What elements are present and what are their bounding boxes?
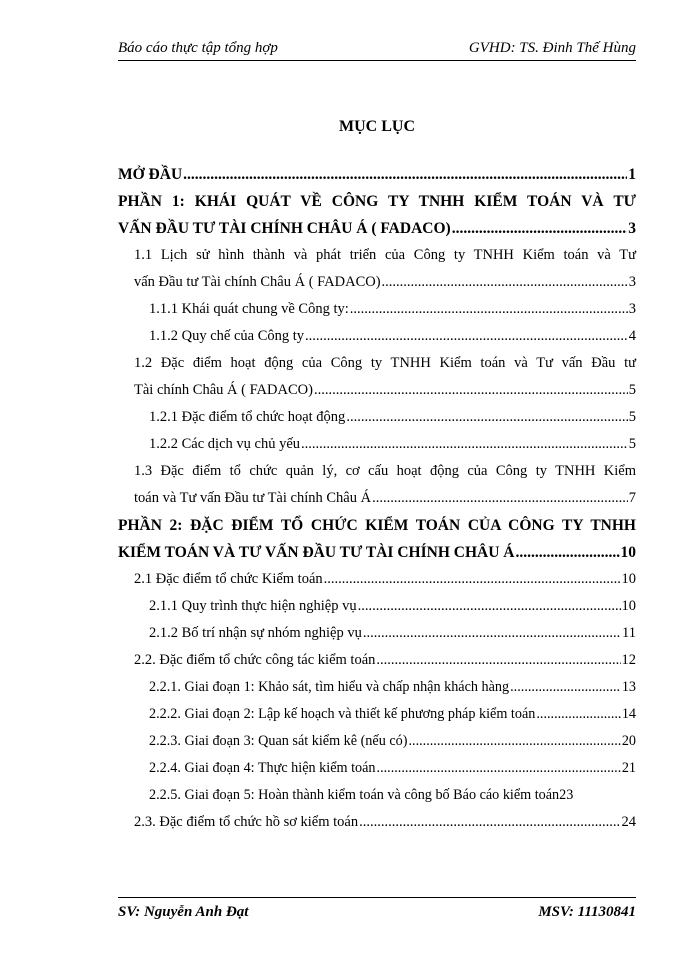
toc-entry-2-1-2[interactable]: 2.1.2 Bố trí nhận sự nhóm nghiệp vụ ..... 11 (118, 620, 636, 647)
toc-entry-2-2-2[interactable]: 2.2.2. Giai đoạn 2: Lập kế hoạch và thiết kế phương pháp kiểm toán ..... 14 (118, 701, 636, 728)
toc-entry-1-1-2[interactable]: 1.1.2 Quy chế của Công ty ..... 4 (118, 323, 636, 350)
toc-entry-mo-dau[interactable]: MỞ ĐẦU ..... 1 (118, 161, 636, 188)
toc-page-number: 4 (628, 328, 636, 344)
toc-entry-1-2-1[interactable]: 1.2.1 Đặc điểm tổ chức hoạt động ..... 5 (118, 404, 636, 431)
toc-entry-2-2[interactable]: 2.2. Đặc điểm tổ chức công tác kiểm toán ..... 12 (118, 647, 636, 674)
toc-page-number: 3 (628, 301, 636, 317)
footer-student-name: SV: Nguyễn Anh Đạt (118, 904, 249, 920)
table-of-contents (118, 161, 636, 836)
toc-entry-phan-2[interactable]: PHẦN 2: ĐẶC ĐIỂM TỔ CHỨC KIỂM TOÁN CỦA CÔNG TY TNHH KIỂM TOÁN VÀ TƯ VẤN ĐẦU TƯ TÀI CHÍNH CHÂU Á ..... 10 (118, 512, 636, 566)
toc-entry-2-2-5[interactable]: 2.2.5. Giai đoạn 5: Hoàn thành kiểm toán và công bố Báo cáo kiểm toán 23 (118, 782, 636, 809)
toc-page-number: 11 (622, 625, 636, 641)
toc-page-number: 5 (628, 436, 636, 452)
toc-entry-1-1[interactable]: 1.1 Lịch sử hình thành và phát triển của Công ty TNHH Kiểm toán và Tư vấn Đầu tư Tài chính Châu Á ( FADACO) ..... 3 (118, 242, 636, 296)
toc-entry-2-3[interactable]: 2.3. Đặc điểm tổ chức hồ sơ kiểm toán ..... 24 (118, 809, 636, 836)
toc-title: MỤC LỤC (339, 118, 415, 135)
toc-page-number: 20 (621, 733, 636, 749)
header-supervisor: GVHD: TS. Đinh Thế Hùng (468, 40, 636, 56)
toc-page-number: 5 (628, 382, 636, 398)
toc-entry-2-2-1[interactable]: 2.2.1. Giai đoạn 1: Khảo sát, tìm hiểu và chấp nhận khách hàng ..... 13 (118, 674, 636, 701)
toc-page-number: 13 (621, 679, 636, 695)
toc-entry-1-3[interactable]: 1.3 Đặc điểm tổ chức quản lý, cơ cấu hoạt động của Công ty TNHH Kiểm toán và Tư vấn Đầu tư Tài chính Châu Á ..... 7 (118, 458, 636, 512)
toc-entry-2-1-1[interactable]: 2.1.1 Quy trình thực hiện nghiệp vụ ..... 10 (118, 593, 636, 620)
toc-entry-1-1-1[interactable]: 1.1.1 Khái quát chung về Công ty: ..... 3 (118, 296, 636, 323)
page-header (118, 40, 636, 61)
footer-student-id: MSV: 11130841 (538, 904, 636, 920)
toc-entry-phan-1[interactable]: PHẦN 1: KHÁI QUÁT VỀ CÔNG TY TNHH KIỂM TOÁN VÀ TƯ VẤN ĐẦU TƯ TÀI CHÍNH CHÂU Á ( FADACO) ..... 3 (118, 188, 636, 242)
toc-entry-1-2-2[interactable]: 1.2.2 Các dịch vụ chủ yếu ..... 5 (118, 431, 636, 458)
toc-page-number: 10 (621, 598, 636, 614)
toc-page-number: 10 (620, 544, 636, 561)
toc-page-number: 1 (628, 166, 636, 183)
toc-entry-2-2-3[interactable]: 2.2.3. Giai đoạn 3: Quan sát kiểm kê (nếu có) ..... 20 (118, 728, 636, 755)
toc-page-number: 14 (621, 706, 636, 722)
toc-entry-2-2-4[interactable]: 2.2.4. Giai đoạn 4: Thực hiện kiểm toán ..... 21 (118, 755, 636, 782)
toc-page-number: 7 (628, 490, 636, 506)
toc-page-number: 24 (621, 814, 636, 830)
toc-entry-1-2[interactable]: 1.2 Đặc điểm hoạt động của Công ty TNHH Kiểm toán và Tư vấn Đầu tư Tài chính Châu Á ( FADACO) ..... 5 (118, 350, 636, 404)
toc-page-number: 12 (621, 652, 636, 668)
toc-page-number: 3 (628, 274, 636, 290)
header-report-title: Báo cáo thực tập tổng hợp (118, 40, 278, 56)
toc-entry-2-1[interactable]: 2.1 Đặc điểm tổ chức Kiểm toán ..... 10 (118, 566, 636, 593)
toc-page-number: 3 (628, 220, 636, 237)
toc-page-number: 21 (621, 760, 636, 776)
toc-page-number: 10 (621, 571, 636, 587)
toc-page-number: 23 (559, 787, 574, 803)
toc-page-number: 5 (628, 409, 636, 425)
page-footer (118, 897, 636, 921)
